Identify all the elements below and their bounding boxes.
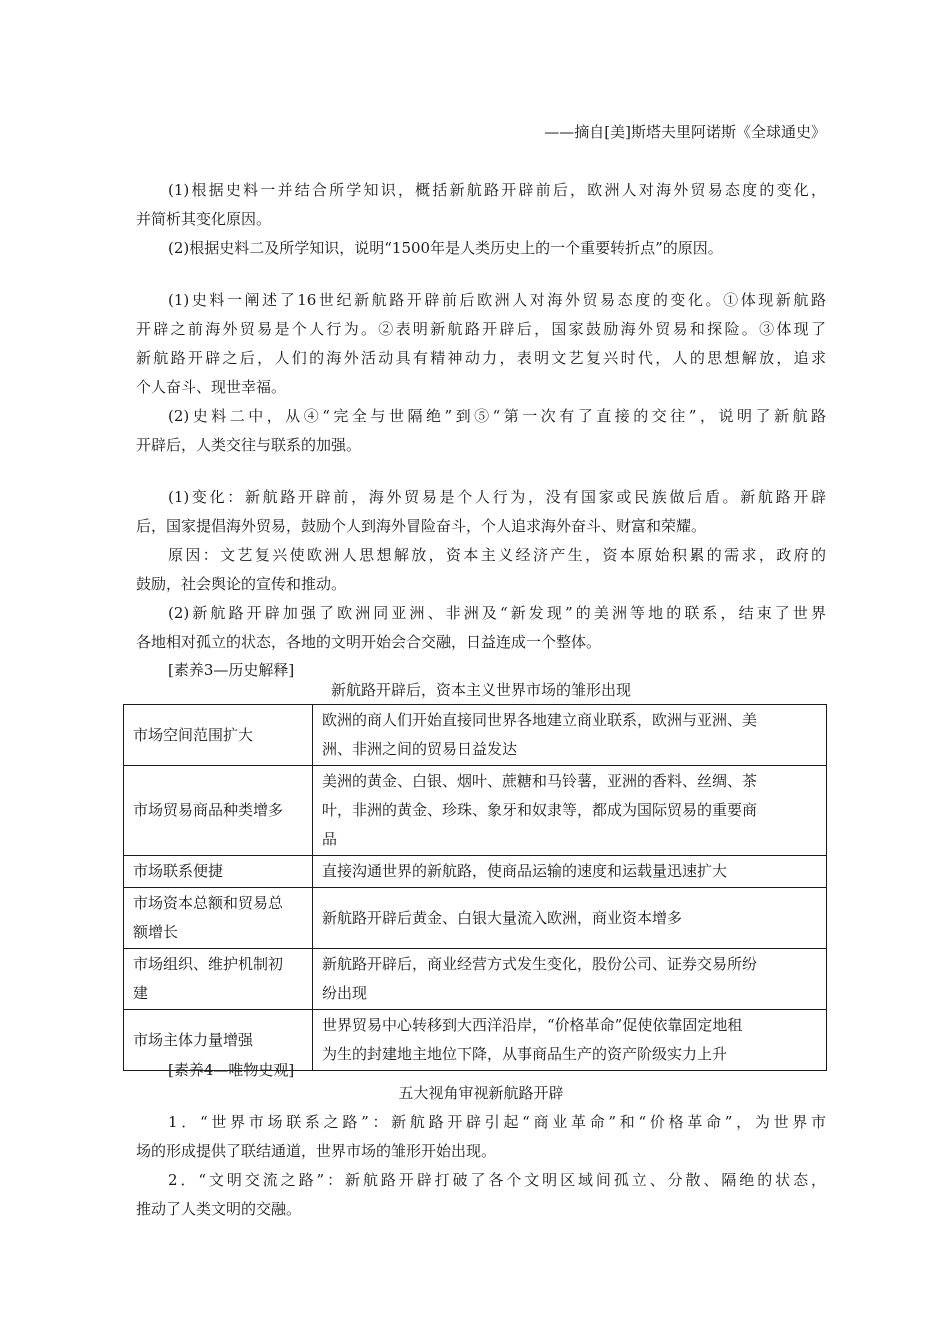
analysis-2-line-1: (2)史料二中，从④“完全与世隔绝”到⑤“第一次有了直接的交往”，说明了新航路	[168, 407, 826, 425]
table-label-text: 市场联系便捷	[133, 862, 224, 880]
table-label-text: 市场空间范围扩大	[133, 725, 254, 744]
question-1-line-2: 并简析其变化原因。	[136, 210, 272, 228]
analysis-1-line-4: 个人奋斗、现世幸福。	[136, 378, 287, 396]
table-row-label	[124, 705, 313, 766]
table-row	[124, 888, 827, 949]
table-row-content	[313, 856, 827, 888]
answer-1-line-1: (1)变化：新航路开辟前，海外贸易是个人行为，没有国家或民族做后盾。新航路开辟	[168, 488, 826, 506]
perspective-2-line-2: 推动了人类文明的交融。	[136, 1200, 302, 1218]
table-label-text: 额增长	[133, 923, 179, 941]
table-title: 新航路开辟后，资本主义世界市场的雏形出现	[330, 681, 631, 699]
table-row-label	[124, 949, 313, 1010]
table-content-text: 为生的封建地主地位下降，从事商品生产的资产阶级实力上升	[322, 1045, 728, 1063]
answer-2-line-1: (2)新航路开辟加强了欧洲同亚洲、非洲及“新发现”的美洲等地的联系，结束了世界	[168, 604, 826, 622]
table-label-text: 市场资本总额和贸易总	[133, 894, 284, 912]
answer-1-line-2: 后，国家提倡海外贸易，鼓励个人到海外冒险奋斗，个人追求海外奋斗、财富和荣耀。	[136, 517, 707, 535]
market-table	[123, 704, 827, 1071]
table-row-content	[313, 949, 827, 1010]
table-label-text: 市场贸易商品种类增多	[133, 801, 284, 819]
table-content-text: 新航路开辟后黄金、白银大量流入欧洲，商业资本增多	[322, 908, 683, 927]
table-row-label	[124, 856, 313, 888]
table-row	[124, 856, 827, 888]
table-row-label	[124, 766, 313, 856]
perspective-1-line-2: 场的形成提供了联结通道，世界市场的雏形开始出现。	[136, 1142, 497, 1160]
table-row-label	[124, 888, 313, 949]
source-citation: ——摘自[美]斯塔夫里阿诺斯《全球通史》	[544, 123, 826, 141]
table-label-text: 市场组织、维护机制初	[133, 955, 284, 973]
table-content-text: 直接沟通世界的新航路，使商品运输的速度和运载量迅速扩大	[322, 862, 728, 880]
table-row-content	[313, 766, 827, 856]
table-row	[124, 705, 827, 766]
perspective-2-line-1: 2．“文明交流之路”：新航路开辟打破了各个文明区域间孤立、分散、隔绝的状态，	[168, 1171, 826, 1189]
question-1-line-1: (1)根据史料一并结合所学知识，概括新航路开辟前后，欧洲人对海外贸易态度的变化，	[168, 181, 826, 199]
section-4-title: 五大视角审视新航路开辟	[398, 1084, 564, 1102]
analysis-1-line-2: 开辟之前海外贸易是个人行为。②表明新航路开辟后，国家鼓励海外贸易和探险。③体现了	[136, 320, 826, 338]
perspective-1-line-1: 1．“世界市场联系之路”：新航路开辟引起“商业革命”和“价格革命”，为世界市	[168, 1113, 826, 1131]
table-content-text: 品	[322, 830, 338, 848]
table-content-text: 新航路开辟后，商业经营方式发生变化，股份公司、证券交易所纷	[322, 955, 758, 973]
table-content-text: 世界贸易中心转移到大西洋沿岸，“价格革命”促使依靠固定地租	[322, 1016, 743, 1034]
answer-reason-line-2: 鼓励，社会舆论的宣传和推动。	[136, 575, 347, 593]
table-row-content	[313, 888, 827, 949]
table-label-text: 市场主体力量增强	[133, 1030, 254, 1049]
section-4-tag: [素养4—唯物史观]	[168, 1061, 295, 1079]
section-3-tag: [素养3—历史解释]	[168, 661, 295, 679]
analysis-1-line-1: (1)史料一阐述了16世纪新航路开辟前后欧洲人对海外贸易态度的变化。①体现新航路	[168, 291, 826, 309]
table-row	[124, 766, 827, 856]
table-row-content	[313, 705, 827, 766]
table-label-text: 建	[133, 984, 149, 1002]
table-content-text: 美洲的黄金、白银、烟叶、蔗糖和马铃薯，亚洲的香料、丝绸、茶	[322, 772, 758, 790]
table-content-text: 纷出现	[322, 984, 368, 1002]
analysis-1-line-3: 新航路开辟之后，人们的海外活动具有精神动力，表明文艺复兴时代，人的思想解放，追求	[136, 349, 826, 367]
question-2: (2)根据史料二及所学知识，说明“1500年是人类历史上的一个重要转折点”的原因。	[168, 239, 723, 257]
table-content-text: 洲、非洲之间的贸易日益发达	[322, 740, 518, 758]
table-content-text: 欧洲的商人们开始直接同世界各地建立商业联系，欧洲与亚洲、美	[322, 711, 758, 729]
table-content-text: 叶，非洲的黄金、珍珠、象牙和奴隶等，都成为国际贸易的重要商	[322, 801, 758, 819]
analysis-2-line-2: 开辟后，人类交往与联系的加强。	[136, 436, 362, 454]
table-row	[124, 949, 827, 1010]
answer-2-line-2: 各地相对孤立的状态，各地的文明开始会合交融，日益连成一个整体。	[136, 633, 602, 651]
answer-reason-line-1: 原因：文艺复兴使欧洲人思想解放，资本主义经济产生，资本原始积累的需求，政府的	[168, 546, 826, 564]
